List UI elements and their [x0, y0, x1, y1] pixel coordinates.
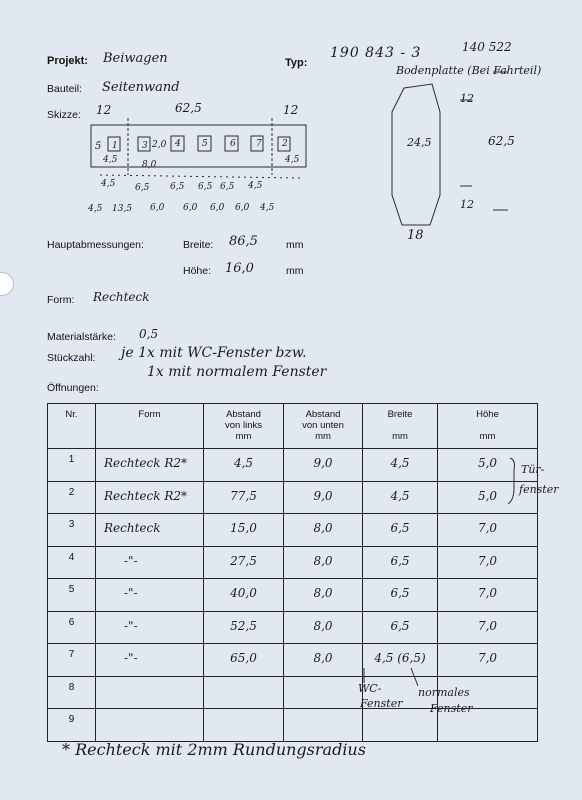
cell-breite: 4,5 [363, 481, 438, 514]
sketch-window [171, 136, 184, 151]
sketch-dim: 6,5 [198, 182, 213, 192]
typ-value: 190 843 - 3 [330, 45, 422, 61]
typ-label: Typ: [285, 57, 308, 69]
sketch-window [198, 136, 211, 151]
cell-breite: 6,5 [363, 579, 438, 612]
sketch-window [108, 137, 120, 151]
wc-annotation-2: Fenster [360, 697, 403, 710]
bodenplatte-width: 24,5 [407, 136, 432, 149]
cell-breite: 6,5 [363, 611, 438, 644]
cell-unten: 9,0 [284, 449, 363, 482]
sketch-window-number: 1 [112, 141, 118, 151]
cell-links: 15,0 [204, 514, 284, 547]
cell-links: 52,5 [204, 611, 284, 644]
projekt-value: Beiwagen [103, 51, 168, 66]
sketch-dim: 4,5 [101, 179, 116, 189]
sketch-window-number: 3 [142, 141, 148, 151]
bodenplatte-outline [392, 84, 440, 225]
sketch-dim-top-right: 12 [283, 103, 299, 117]
cell-links: 4,5 [204, 449, 284, 482]
cell-breite: 6,5 [363, 514, 438, 547]
sketch-dim: 13,5 [112, 204, 133, 214]
sketch-side-label: 8,0 [142, 160, 157, 170]
oeffnungen-label: Öffnungen: [47, 382, 99, 394]
cell-hoehe: 5,0 [438, 449, 538, 482]
normales-annotation-2: Fenster [430, 702, 473, 715]
bauteil-value: Seitenwand [102, 80, 180, 95]
cell-nr: 5 [48, 579, 96, 612]
tuer-annotation: Tür- [521, 463, 545, 476]
hoehe-value: 16,0 [225, 261, 254, 276]
sketch-dim: 4,5 [260, 203, 275, 213]
sketch-dim-line [100, 175, 300, 178]
cell-form: Rechteck R2* [96, 481, 204, 514]
normales-annotation: normales [418, 686, 470, 699]
cell-nr: 9 [48, 709, 96, 742]
header-hoehe: Höhe mm [438, 404, 538, 449]
sketch-dim: 4,5 [88, 204, 103, 214]
sketch-dim: 6,5 [170, 182, 185, 192]
sketch-window-number: 4 [175, 139, 181, 149]
sketch-side-label: 4,5 [285, 155, 300, 165]
header-nr: Nr. [48, 404, 96, 449]
sketch-window [278, 137, 290, 151]
bodenplatte-top-dim: 12 [460, 92, 474, 105]
cell-hoehe: 7,0 [438, 546, 538, 579]
cell-breite: 4,5 [363, 449, 438, 482]
projekt-label: Projekt: [47, 55, 88, 67]
cell-hoehe: 5,0 [438, 481, 538, 514]
cell-form: Rechteck R2* [96, 449, 204, 482]
sketch-dim-top-mid: 62,5 [175, 101, 202, 115]
cell-nr: 1 [48, 449, 96, 482]
bodenplatte-bottom-dim: 12 [460, 198, 474, 211]
header-abstand-links: Abstand von links mm [204, 404, 284, 449]
cell-nr: 8 [48, 676, 96, 709]
cell-nr: 6 [48, 611, 96, 644]
breite-value: 86,5 [229, 234, 258, 249]
sketch-window [138, 137, 150, 151]
cell-links: 40,0 [204, 579, 284, 612]
cell-links: 27,5 [204, 546, 284, 579]
cell-form: -"- [96, 611, 204, 644]
cell-links: 65,0 [204, 644, 284, 677]
wc-annotation: WC- [358, 682, 382, 695]
bodenplatte-base-dim: 18 [407, 228, 424, 243]
tuer-bracket [508, 458, 515, 504]
sketch-dim: 6,0 [183, 203, 198, 213]
sketch-window-number: 6 [230, 139, 236, 149]
sketch-dim: 6,5 [220, 182, 235, 192]
stueckzahl-line-2: 1x mit normalem Fenster [147, 364, 327, 380]
sketch-side-label: 2,0 [152, 140, 167, 150]
cell-hoehe: 7,0 [438, 644, 538, 677]
cell-unten: 8,0 [284, 579, 363, 612]
footnote: * Rechteck mit 2mm Rundungsradius [62, 740, 366, 759]
sketch-dim: 6,0 [210, 203, 225, 213]
cell-hoehe: 7,0 [438, 579, 538, 612]
stueckzahl-label: Stückzahl: [47, 352, 96, 364]
sketch-side-label: 4,5 [103, 155, 118, 165]
materialstaerke-value: 0,5 [139, 327, 159, 341]
cell-unten: 8,0 [284, 611, 363, 644]
typ-value-2: 140 522 [462, 40, 512, 54]
cell-nr: 3 [48, 514, 96, 547]
cell-breite: 4,5 (6,5) [363, 644, 438, 677]
cell-hoehe: 7,0 [438, 514, 538, 547]
form-value: Rechteck [93, 290, 150, 304]
breite-unit: mm [286, 239, 304, 251]
materialstaerke-label: Materialstärke: [47, 331, 116, 343]
cell-unten: 8,0 [284, 546, 363, 579]
cell-unten: 8,0 [284, 514, 363, 547]
sketch-window-number: 5 [202, 139, 208, 149]
fenster-annotation: fenster [519, 483, 559, 496]
sketch-dim: 6,0 [235, 203, 250, 213]
header-breite: Breite mm [363, 404, 438, 449]
sketch-dim: 4,5 [248, 181, 263, 191]
hoehe-label: Höhe: [183, 265, 212, 277]
header-abstand-unten: Abstand von unten mm [284, 404, 363, 449]
cell-nr: 7 [48, 644, 96, 677]
bauteil-label: Bauteil: [47, 83, 83, 95]
cell-nr: 4 [48, 546, 96, 579]
normales-pointer [411, 668, 418, 686]
cell-form: -"- [96, 546, 204, 579]
cell-links: 77,5 [204, 481, 284, 514]
skizze-label: Skizze: [47, 109, 81, 121]
breite-label: Breite: [183, 239, 214, 251]
bodenplatte-title: Bodenplatte (Bei Fahrteil) [396, 64, 542, 77]
sketch-dim: 6,5 [135, 183, 150, 193]
hoehe-unit: mm [286, 265, 304, 277]
sketch-window [225, 136, 238, 151]
bodenplatte-length: 62,5 [488, 134, 515, 148]
header-form: Form [96, 404, 204, 449]
sketch-window-number: 7 [256, 139, 262, 149]
sketch-side-label: 5 [95, 141, 102, 152]
cell-nr: 2 [48, 481, 96, 514]
sketch-window-number: 2 [282, 139, 288, 149]
cell-hoehe: 7,0 [438, 611, 538, 644]
stueckzahl-line-1: je 1x mit WC-Fenster bzw. [121, 345, 307, 361]
cell-breite: 6,5 [363, 546, 438, 579]
cell-form: -"- [96, 579, 204, 612]
cell-unten: 8,0 [284, 644, 363, 677]
cell-form: Rechteck [96, 514, 204, 547]
form-label: Form: [47, 294, 75, 306]
sketch-dim: 6,0 [150, 203, 165, 213]
cell-form: -"- [96, 644, 204, 677]
hauptabmessungen-label: Hauptabmessungen: [47, 239, 144, 251]
sketch-window [251, 136, 263, 151]
cell-unten: 9,0 [284, 481, 363, 514]
sketch-dim-top-left: 12 [96, 103, 112, 117]
